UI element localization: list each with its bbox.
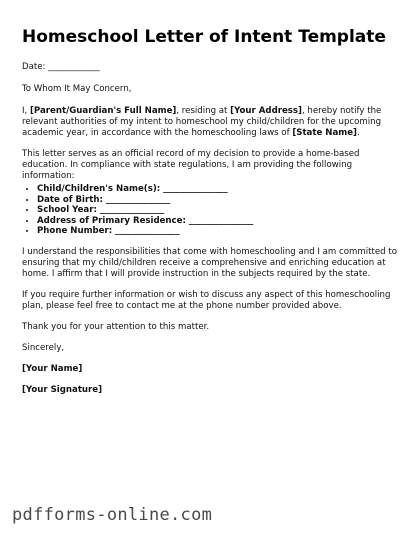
further-info-paragraph: If you require further information or wish to discuss any aspect of this homeschooling plan, please feel free to contact me at the phone number provided above. (22, 289, 391, 311)
state-placeholder: [State Name] (292, 128, 357, 138)
closing-line: Sincerely, (22, 342, 65, 353)
thanks-line: Thank you for your attention to this matter. (22, 321, 210, 332)
intro-text-1: I, (22, 106, 30, 116)
info-item-phone-number: • Phone Number: _______________ (37, 226, 397, 237)
parent-name-placeholder: [Parent/Guardian's Full Name] (30, 106, 177, 116)
info-item-school-year: • School Year: _______________ (37, 205, 397, 216)
intro-text-3: , hereby notify the relevant authorities of my intent to homeschool my child/children for the upcoming academic year, in accordance with the homeschooling laws of (22, 106, 382, 138)
site-watermark: pdfforms-online.com (12, 505, 213, 525)
info-list (22, 184, 397, 237)
info-item-primary-residence: • Address of Primary Residence: _______________ (37, 216, 397, 227)
responsibilities-paragraph: I understand the responsibilities that come with homeschooling and I am committed to ensuring that my child/children receive a comprehensive and enriching education at home. I affirm that I will provide instruction in the subjects required by the state. (22, 246, 397, 279)
record-paragraph: This letter serves as an official record of my decision to provide a home-based education. In compliance with state regulations, I am providing the following information: (22, 149, 360, 181)
salutation: To Whom It May Concern, (22, 84, 132, 94)
intro-paragraph (22, 106, 397, 139)
info-item-date-of-birth: • Date of Birth: _______________ (37, 195, 397, 206)
your-name-placeholder: [Your Name] (22, 363, 83, 374)
letter-page (22, 26, 397, 396)
date-line: Date: ____________ (22, 62, 100, 72)
info-item-children-names: • Child/Children's Name(s): _______________ (37, 184, 397, 195)
intro-text-4: . (356, 128, 360, 138)
letter-title: Homeschool Letter of Intent Template (22, 27, 386, 47)
intro-text-2: , residing at (176, 106, 231, 116)
address-placeholder: [Your Address] (230, 106, 302, 116)
your-signature-placeholder: [Your Signature] (22, 384, 103, 395)
